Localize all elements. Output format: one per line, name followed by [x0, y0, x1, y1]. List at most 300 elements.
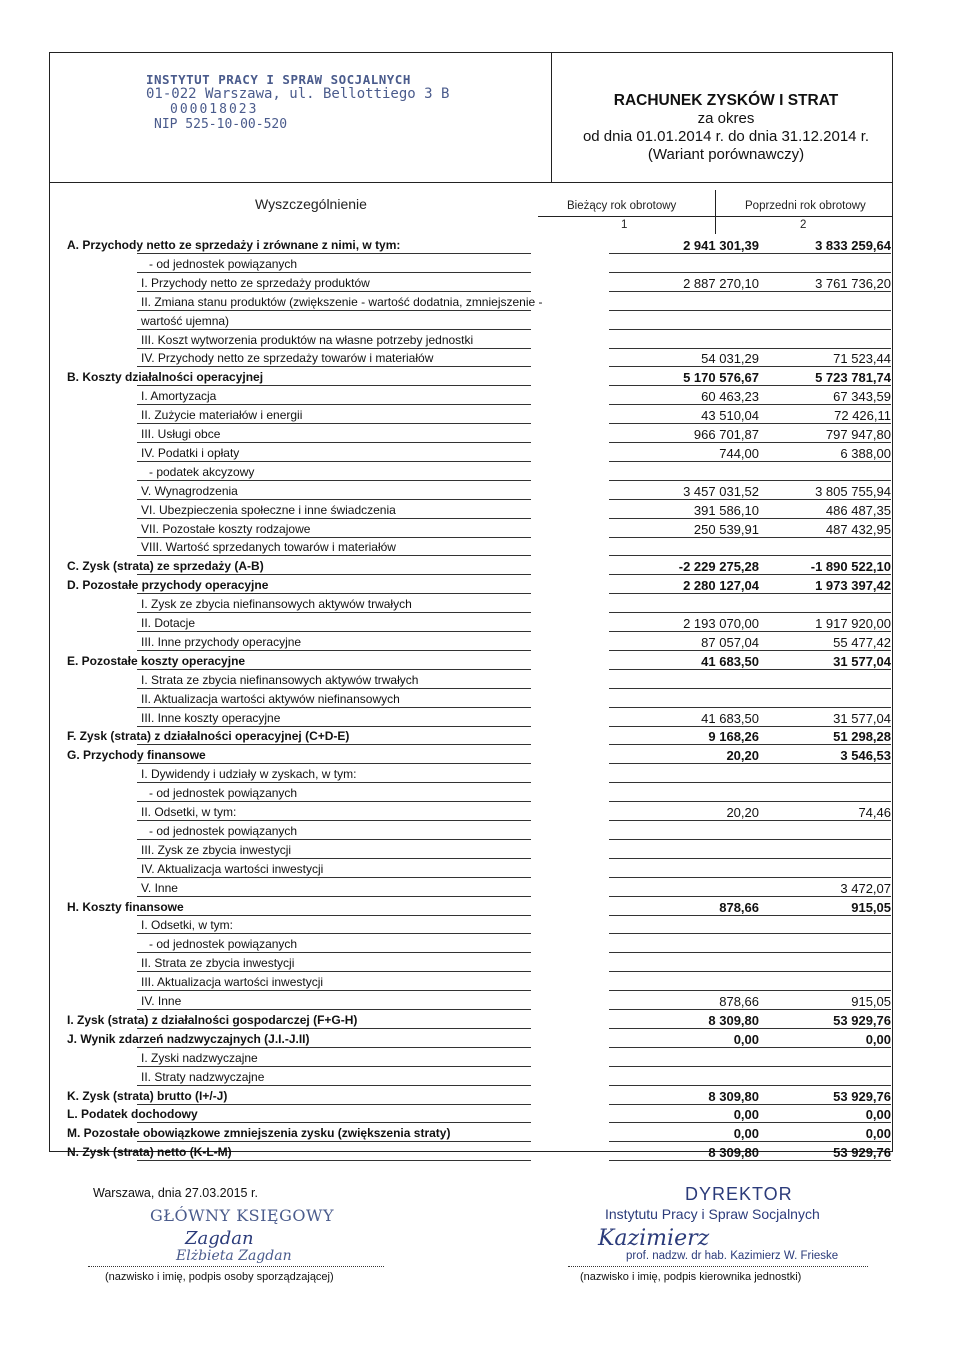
row-underline	[137, 650, 531, 651]
row-previous-value: 51 298,28	[833, 729, 891, 745]
row-label: III. Aktualizacja wartości inwestycji	[141, 975, 324, 990]
row-underline	[137, 933, 531, 934]
row-underline	[137, 820, 531, 821]
row-current-underline	[609, 1066, 759, 1067]
row-previous-underline	[741, 612, 891, 613]
row-current-underline	[609, 782, 759, 783]
row-previous-underline	[741, 631, 891, 632]
right-signature-caption: (nazwisko i imię, podpis kierownika jednostki)	[580, 1271, 802, 1283]
row-current-underline	[609, 291, 759, 292]
row-previous-underline	[741, 877, 891, 878]
statement-row	[49, 935, 893, 953]
row-previous-underline	[741, 1141, 891, 1142]
row-underline	[137, 593, 531, 594]
row-current-underline	[609, 763, 759, 764]
row-current-underline	[609, 688, 759, 689]
row-previous-underline	[741, 1066, 891, 1067]
row-previous-underline	[741, 574, 891, 575]
row-label: II. Strata ze zbycia inwestycji	[141, 956, 295, 971]
row-current-value: 2 887 270,10	[683, 275, 759, 291]
row-label: II. Straty nadzwyczajne	[141, 1069, 265, 1084]
row-previous-underline	[741, 858, 891, 859]
column-previous-header: Poprzedni rok obrotowy	[745, 200, 866, 212]
row-previous-underline	[741, 744, 891, 745]
row-previous-value: 1 973 397,42	[815, 578, 891, 594]
row-underline	[137, 1160, 531, 1161]
row-current-underline	[609, 366, 759, 367]
statement-row	[49, 368, 893, 386]
row-previous-underline	[741, 990, 891, 991]
row-previous-value: -1 890 522,10	[810, 559, 891, 575]
stamp-line-4: NIP 525-10-00-520	[154, 117, 288, 132]
row-label: - od jednostek powiązanych	[149, 823, 298, 838]
row-underline	[137, 971, 531, 972]
row-label: II. Zużycie materiałów i energii	[141, 408, 303, 423]
row-label: G. Przychody finansowe	[67, 748, 206, 763]
row-current-value: 43 510,04	[701, 408, 759, 424]
statement-row	[49, 349, 893, 367]
column-current-header: Bieżący rok obrotowy	[567, 200, 677, 212]
row-label: - podatek akcyzowy	[149, 464, 255, 479]
row-underline	[137, 404, 531, 405]
row-previous-value: 0,00	[865, 1107, 891, 1123]
row-underline	[137, 291, 531, 292]
row-previous-value: 3 833 259,64	[815, 238, 891, 253]
statement-row	[49, 860, 893, 878]
row-previous-value: 1 917 920,00	[815, 616, 891, 631]
row-current-value: 391 586,10	[693, 502, 759, 518]
statement-row	[49, 1124, 893, 1142]
row-underline	[137, 688, 531, 689]
row-previous-value: 31 577,04	[833, 710, 891, 726]
row-underline	[137, 744, 531, 745]
row-current-value: 3 457 031,52	[683, 483, 759, 499]
statement-row	[49, 652, 893, 670]
row-previous-value: 0,00	[865, 1031, 891, 1047]
row-label: V. Wynagrodzenia	[141, 483, 238, 498]
row-previous-underline	[741, 461, 891, 462]
statement-row	[49, 406, 893, 424]
row-label: I. Zysk (strata) z działalności gospodarczej (F+G-H)	[67, 1012, 358, 1027]
row-label: I. Odsetki, w tym:	[141, 918, 234, 933]
row-previous-underline	[741, 518, 891, 519]
row-current-underline	[609, 669, 759, 670]
chief-accountant-stamp: GŁÓWNY KSIĘGOWY	[150, 1206, 335, 1225]
statement-row	[49, 538, 893, 556]
row-current-underline	[609, 499, 759, 500]
row-previous-value: 72 426,11	[834, 408, 891, 424]
row-previous-underline	[741, 801, 891, 802]
statement-row	[49, 954, 893, 972]
statement-row	[49, 916, 893, 934]
row-current-underline	[609, 650, 759, 651]
row-previous-underline	[741, 1122, 891, 1123]
row-current-value: 20,20	[726, 748, 759, 764]
row-current-underline	[609, 310, 759, 311]
statement-row	[49, 879, 893, 897]
row-previous-underline	[741, 1085, 891, 1086]
row-previous-underline	[741, 329, 891, 330]
row-current-underline	[609, 1122, 759, 1123]
column-separator	[715, 190, 716, 234]
row-current-underline	[609, 877, 759, 878]
statement-row	[49, 765, 893, 783]
row-label: III. Inne przychody operacyjne	[141, 634, 302, 649]
row-current-underline	[609, 1028, 759, 1029]
row-current-underline	[609, 593, 759, 594]
row-label: III. Usługi obce	[141, 427, 221, 441]
row-label: M. Pozostałe obowiązkowe zmniejszenia zysku (zwiększenia straty)	[67, 1126, 451, 1141]
row-label: IV. Inne	[141, 994, 182, 1008]
row-underline	[137, 272, 531, 273]
row-previous-underline	[741, 782, 891, 783]
row-previous-underline	[741, 896, 891, 897]
chief-accountant-signature: Zagdan	[185, 1228, 254, 1249]
row-current-underline	[609, 518, 759, 519]
row-previous-underline	[741, 952, 891, 953]
row-label: VIII. Wartość sprzedanych towarów i materiałów	[141, 540, 396, 555]
row-previous-underline	[741, 669, 891, 670]
row-current-underline	[609, 801, 759, 802]
row-previous-value: 53 929,76	[833, 1088, 891, 1104]
row-current-underline	[609, 631, 759, 632]
row-label: II. Aktualizacja wartości aktywów niefinansowych	[141, 691, 400, 706]
row-underline	[137, 574, 531, 575]
row-label: III. Zysk ze zbycia inwestycji	[141, 842, 292, 857]
row-current-value: 2 941 301,39	[683, 238, 759, 253]
row-current-value: 41 683,50	[701, 710, 759, 726]
row-label: H. Koszty finansowe	[67, 899, 184, 914]
row-current-underline	[609, 744, 759, 745]
row-current-underline	[609, 385, 759, 386]
row-underline	[137, 726, 531, 727]
row-previous-underline	[741, 537, 891, 538]
row-previous-value: 486 487,35	[825, 502, 891, 518]
row-current-value: 8 309,80	[708, 1012, 759, 1028]
row-label: I. Amortyzacja	[141, 389, 217, 404]
row-underline	[137, 555, 531, 556]
row-previous-underline	[741, 593, 891, 594]
row-current-value: 966 701,87	[693, 427, 759, 442]
statement-row	[49, 1068, 893, 1086]
row-previous-value: 55 477,42	[833, 634, 891, 650]
row-underline	[137, 1141, 531, 1142]
row-previous-value: 67 343,59	[833, 389, 891, 405]
statement-row	[49, 463, 893, 481]
statement-row	[49, 331, 893, 349]
row-label: III. Koszt wytworzenia produktów na własne potrzeby jednostki	[141, 332, 474, 347]
row-underline	[137, 385, 531, 386]
statement-row	[49, 746, 893, 764]
row-underline	[137, 253, 531, 254]
row-current-underline	[609, 952, 759, 953]
row-current-value: 87 057,04	[701, 634, 759, 650]
row-previous-underline	[741, 366, 891, 367]
row-previous-value: 915,05	[851, 994, 891, 1009]
title-main: RACHUNEK ZYSKÓW I STRAT	[613, 92, 839, 109]
row-previous-value: 0,00	[865, 1126, 891, 1142]
row-label: IV. Podatki i opłaty	[141, 445, 240, 460]
row-current-value: 0,00	[733, 1126, 759, 1142]
row-label: II. Dotacje	[141, 616, 196, 630]
row-underline	[137, 782, 531, 783]
row-underline	[137, 537, 531, 538]
row-underline	[137, 442, 531, 443]
row-current-underline	[609, 442, 759, 443]
row-label: I. Zysk ze zbycia niefinansowych aktywów trwałych	[141, 597, 412, 612]
row-current-underline	[609, 971, 759, 972]
row-current-value: 54 031,29	[701, 351, 759, 367]
statement-row	[49, 255, 893, 273]
statement-row	[49, 520, 893, 538]
row-previous-value: 3 472,07	[840, 880, 891, 896]
left-signature-caption: (nazwisko i imię, podpis osoby sporządzającej)	[105, 1271, 334, 1283]
director-institution: Instytutu Pracy i Spraw Socjalnych	[605, 1206, 820, 1222]
row-label: K. Zysk (strata) brutto (I+/-J)	[67, 1088, 228, 1103]
row-previous-underline	[741, 1028, 891, 1029]
statement-row	[49, 1087, 893, 1105]
row-previous-underline	[741, 839, 891, 840]
row-current-underline	[609, 726, 759, 727]
row-underline	[137, 348, 531, 349]
row-underline	[137, 612, 531, 613]
row-label: - od jednostek powiązanych	[149, 256, 298, 271]
row-current-underline	[609, 461, 759, 462]
row-current-value: 250 539,91	[693, 521, 759, 537]
row-previous-underline	[741, 423, 891, 424]
row-current-value: 9 168,26	[708, 729, 759, 745]
row-current-underline	[609, 404, 759, 405]
title-period: od dnia 01.01.2014 r. do dnia 31.12.2014 r.	[582, 128, 870, 145]
row-current-value: 2 280 127,04	[683, 578, 759, 594]
row-current-value: 744,00	[719, 445, 759, 461]
row-current-underline	[609, 1141, 759, 1142]
row-label: VII. Pozostałe koszty rodzajowe	[141, 521, 311, 536]
stamp-line-1: INSTYTUT PRACY I SPRAW SOCJALNYCH	[146, 72, 411, 87]
row-previous-underline	[741, 650, 891, 651]
statement-row	[49, 614, 893, 632]
row-previous-value: 915,05	[851, 899, 891, 915]
row-underline	[137, 990, 531, 991]
statement-row	[49, 274, 893, 292]
column-desc-header: Wyszczególnienie	[255, 196, 367, 212]
statement-row	[49, 312, 893, 330]
row-previous-underline	[741, 1160, 891, 1161]
statement-row	[49, 1049, 893, 1067]
row-label: IV. Przychody netto ze sprzedaży towarów i materiałów	[141, 351, 434, 366]
statement-row	[49, 841, 893, 859]
row-underline	[137, 1009, 531, 1010]
row-underline	[137, 896, 531, 897]
row-current-value: 8 309,80	[708, 1088, 759, 1104]
row-previous-underline	[741, 442, 891, 443]
statement-row	[49, 1143, 893, 1161]
row-previous-value: 3 761 736,20	[815, 275, 891, 291]
statement-row	[49, 709, 893, 727]
statement-row	[49, 992, 893, 1010]
row-underline	[137, 480, 531, 481]
row-label: N. Zysk (strata) netto (K-L-M)	[67, 1145, 232, 1160]
title-line-2: za okres	[697, 110, 755, 127]
row-current-value: 41 683,50	[701, 653, 759, 669]
row-current-underline	[609, 574, 759, 575]
row-previous-underline	[741, 1009, 891, 1010]
row-current-underline	[609, 1104, 759, 1105]
statement-row	[49, 973, 893, 991]
row-previous-underline	[741, 272, 891, 273]
row-underline	[137, 366, 531, 367]
row-underline	[137, 1122, 531, 1123]
statement-row	[49, 236, 893, 254]
row-current-underline	[609, 272, 759, 273]
statement-row	[49, 387, 893, 405]
row-underline	[137, 310, 531, 311]
row-previous-underline	[741, 971, 891, 972]
row-underline	[137, 952, 531, 953]
row-label: VI. Ubezpieczenia społeczne i inne świadczenia	[141, 502, 396, 517]
row-current-value: 20,20	[726, 805, 759, 820]
statement-row	[49, 501, 893, 519]
row-underline	[137, 423, 531, 424]
statement-row	[49, 1030, 893, 1048]
row-current-value: 0,00	[733, 1031, 759, 1047]
row-current-value: 5 170 576,67	[683, 370, 759, 386]
row-previous-underline	[741, 707, 891, 708]
row-previous-underline	[741, 385, 891, 386]
row-label: I. Strata ze zbycia niefinansowych aktywów trwałych	[141, 672, 419, 687]
row-label: I. Przychody netto ze sprzedaży produktów	[141, 275, 370, 290]
statement-row	[49, 727, 893, 745]
row-underline	[137, 707, 531, 708]
row-current-value: 8 309,80	[708, 1145, 759, 1161]
row-label: F. Zysk (strata) z działalności operacyjnej (C+D-E)	[67, 729, 350, 744]
row-current-underline	[609, 896, 759, 897]
row-previous-value: 53 929,76	[833, 1012, 891, 1028]
row-current-value: 2 193 070,00	[683, 616, 759, 631]
statement-row	[49, 444, 893, 462]
row-previous-underline	[741, 480, 891, 481]
row-underline	[137, 499, 531, 500]
row-current-underline	[609, 253, 759, 254]
row-underline	[137, 461, 531, 462]
director-name: prof. nadzw. dr hab. Kazimierz W. Frieske	[626, 1250, 839, 1262]
statement-row	[49, 1011, 893, 1029]
row-label: - od jednostek powiązanych	[149, 786, 298, 801]
row-current-underline	[609, 1009, 759, 1010]
row-previous-underline	[741, 253, 891, 254]
row-underline	[137, 631, 531, 632]
statement-row	[49, 671, 893, 689]
row-underline	[137, 1047, 531, 1048]
row-current-value: 60 463,23	[701, 389, 759, 405]
stamp-line-3: 000018023	[170, 102, 259, 117]
row-previous-underline	[741, 348, 891, 349]
row-underline	[137, 1066, 531, 1067]
statement-row	[49, 784, 893, 802]
statement-row	[49, 690, 893, 708]
row-label: II. Odsetki, w tym:	[141, 805, 237, 819]
row-current-value: 878,66	[719, 994, 759, 1009]
row-previous-value: 6 388,00	[840, 445, 891, 461]
column-current-number: 1	[621, 219, 628, 231]
row-underline	[137, 763, 531, 764]
row-current-underline	[609, 915, 759, 916]
institution-stamp	[146, 72, 449, 132]
left-signature-line	[88, 1266, 384, 1267]
row-previous-value: 5 723 781,74	[815, 370, 891, 386]
row-underline	[137, 858, 531, 859]
row-label: II. Zmiana stanu produktów (zwiększenie - wartość dodatnia, zmniejszenie -	[141, 294, 543, 309]
row-underline	[137, 1028, 531, 1029]
report-title	[556, 92, 896, 164]
row-current-underline	[609, 348, 759, 349]
statement-row	[49, 633, 893, 651]
row-previous-underline	[741, 404, 891, 405]
row-underline	[137, 1085, 531, 1086]
row-underline	[137, 669, 531, 670]
row-current-underline	[609, 329, 759, 330]
header-divider	[49, 182, 893, 183]
row-label: E. Pozostałe koszty operacyjne	[67, 653, 246, 668]
row-previous-underline	[741, 1104, 891, 1105]
statement-row	[49, 595, 893, 613]
statement-row	[49, 557, 893, 575]
row-current-underline	[609, 858, 759, 859]
row-current-underline	[609, 537, 759, 538]
row-previous-underline	[741, 915, 891, 916]
column-previous-number: 2	[800, 219, 807, 231]
row-label: A. Przychody netto ze sprzedaży i zrównane z nimi, w tym:	[67, 238, 401, 252]
row-previous-value: 3 546,53	[840, 748, 891, 764]
row-underline	[137, 1104, 531, 1105]
row-previous-underline	[741, 763, 891, 764]
row-previous-underline	[741, 291, 891, 292]
row-current-value: 0,00	[733, 1107, 759, 1123]
right-signature-line	[568, 1266, 868, 1267]
row-current-underline	[609, 612, 759, 613]
row-previous-underline	[741, 726, 891, 727]
row-underline	[137, 518, 531, 519]
row-underline	[137, 915, 531, 916]
report-date: Warszawa, dnia 27.03.2015 r.	[93, 1186, 258, 1200]
row-label: L. Podatek dochodowy	[67, 1107, 198, 1122]
row-previous-underline	[741, 1047, 891, 1048]
stamp-line-2: 01-022 Warszawa, ul. Bellottiego 3 B	[146, 86, 450, 102]
row-underline	[137, 329, 531, 330]
row-current-underline	[609, 555, 759, 556]
row-current-underline	[609, 1047, 759, 1048]
statement-row	[49, 293, 893, 311]
chief-accountant-name: Elżbieta Zagdan	[176, 1248, 292, 1264]
row-current-value: 878,66	[719, 899, 759, 915]
row-current-underline	[609, 820, 759, 821]
row-underline	[137, 877, 531, 878]
row-label: - od jednostek powiązanych	[149, 937, 298, 952]
row-current-underline	[609, 839, 759, 840]
row-previous-underline	[741, 820, 891, 821]
row-underline	[137, 839, 531, 840]
row-previous-underline	[741, 555, 891, 556]
row-underline	[137, 801, 531, 802]
row-current-underline	[609, 933, 759, 934]
statement-row	[49, 425, 893, 443]
row-previous-value: 74,46	[858, 805, 891, 820]
director-signature: Kazimierz	[598, 1226, 710, 1251]
statement-row	[49, 803, 893, 821]
director-title: DYREKTOR	[685, 1184, 793, 1204]
statement-row	[49, 576, 893, 594]
row-previous-value: 487 432,95	[825, 521, 891, 537]
